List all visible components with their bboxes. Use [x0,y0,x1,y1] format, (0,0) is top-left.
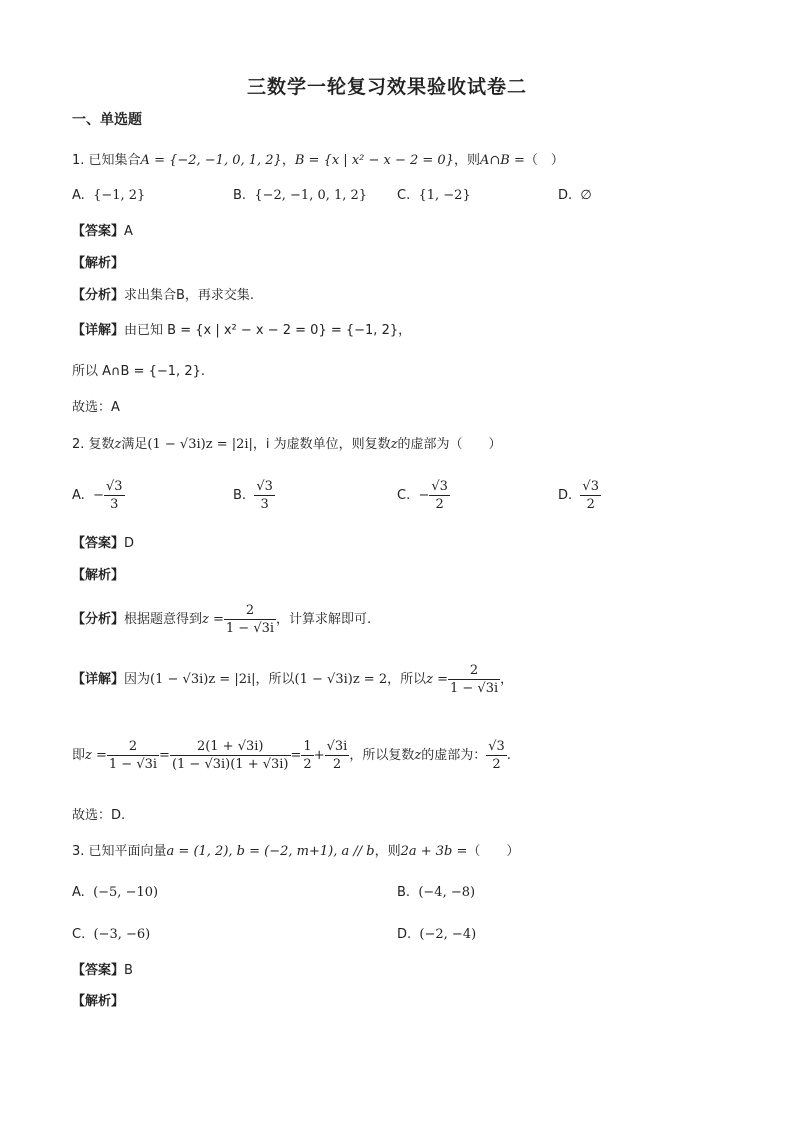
q3-option-a: A. (−5, −10) [72,885,159,900]
q2-option-c: C. − $\frac{√3}{2}$ [397,479,448,512]
q2-xiangjie: 【详解】因为(1 − √3i)z = |2i|，所以(1 − √3i)z = 2，所以z = $\frac{2}{1 - √3i}$ ， [72,663,514,696]
q3-option-c: C. (−3, −6) [72,927,151,942]
q2-derivation: 即z = $\frac{2}{1 - √3i}$ = $\frac{2(1 + √3i)}{(1 - √3i)(1 + √3i)}$ = $\frac{1}{2}$ + $\frac{√3i}{2}$ ，所以复数z的虚部为： $\frac{√3}{2}$ . [72,739,511,772]
q1-xiangjie: 【详解】由已知 B = {x | x² − x − 2 = 0} = {−1, 2}， [72,323,412,338]
page-title: 三数学一轮复习效果验收试卷二 [247,76,528,98]
q1-option-b: B. {−2, −1, 0, 1, 2} [233,188,368,203]
section-heading: 一、单选题 [72,112,142,128]
q2-guxuan: 故选：D. [72,808,126,823]
q3-answer: 【答案】B [72,963,133,978]
q2-option-b: B. $\frac{√3}{3}$ [233,479,273,512]
q2-option-d: D. $\frac{√3}{2}$ [558,479,599,512]
q1-jiexi: 【解析】 [72,256,125,271]
q2-answer: 【答案】D [72,536,135,551]
q1-fenxi: 【分析】求出集合B，再求交集. [72,288,255,303]
q1-answer: 【答案】A [72,224,133,239]
q3-stem: 3. 已知平面向量a = (1, 2), b = (−2, m+1), a // b，则2a + 3b =（ ） [72,844,520,859]
q1-line2: 所以 A∩B = {−1, 2}. [72,364,205,379]
q2-fenxi: 【分析】根据题意得到z = $\frac{2}{1 - √3i}$ ，计算求解即可. [72,603,372,636]
q2-option-a: A. − $\frac{√3}{3}$ [72,479,123,512]
q3-jiexi: 【解析】 [72,994,125,1009]
q1-option-c: C. {1, −2} [397,188,471,203]
q2-stem: 2. 复数z满足(1 − √3i)z = |2i|，i 为虚数单位，则复数z的虚部为（ ） [72,437,502,452]
q1-guxuan: 故选：A [72,400,120,415]
q3-option-d: D. (−2, −4) [397,927,477,942]
q2-jiexi: 【解析】 [72,568,125,583]
q1-stem: 1. 已知集合A = {−2, −1, 0, 1, 2}，B = {x | x² − x − 2 = 0}，则A∩B =（ ） [72,153,564,168]
q1-option-d: D. ∅ [558,188,592,203]
q3-option-b: B. (−4, −8) [397,885,476,900]
q1-option-a: A. {−1, 2} [72,188,146,203]
